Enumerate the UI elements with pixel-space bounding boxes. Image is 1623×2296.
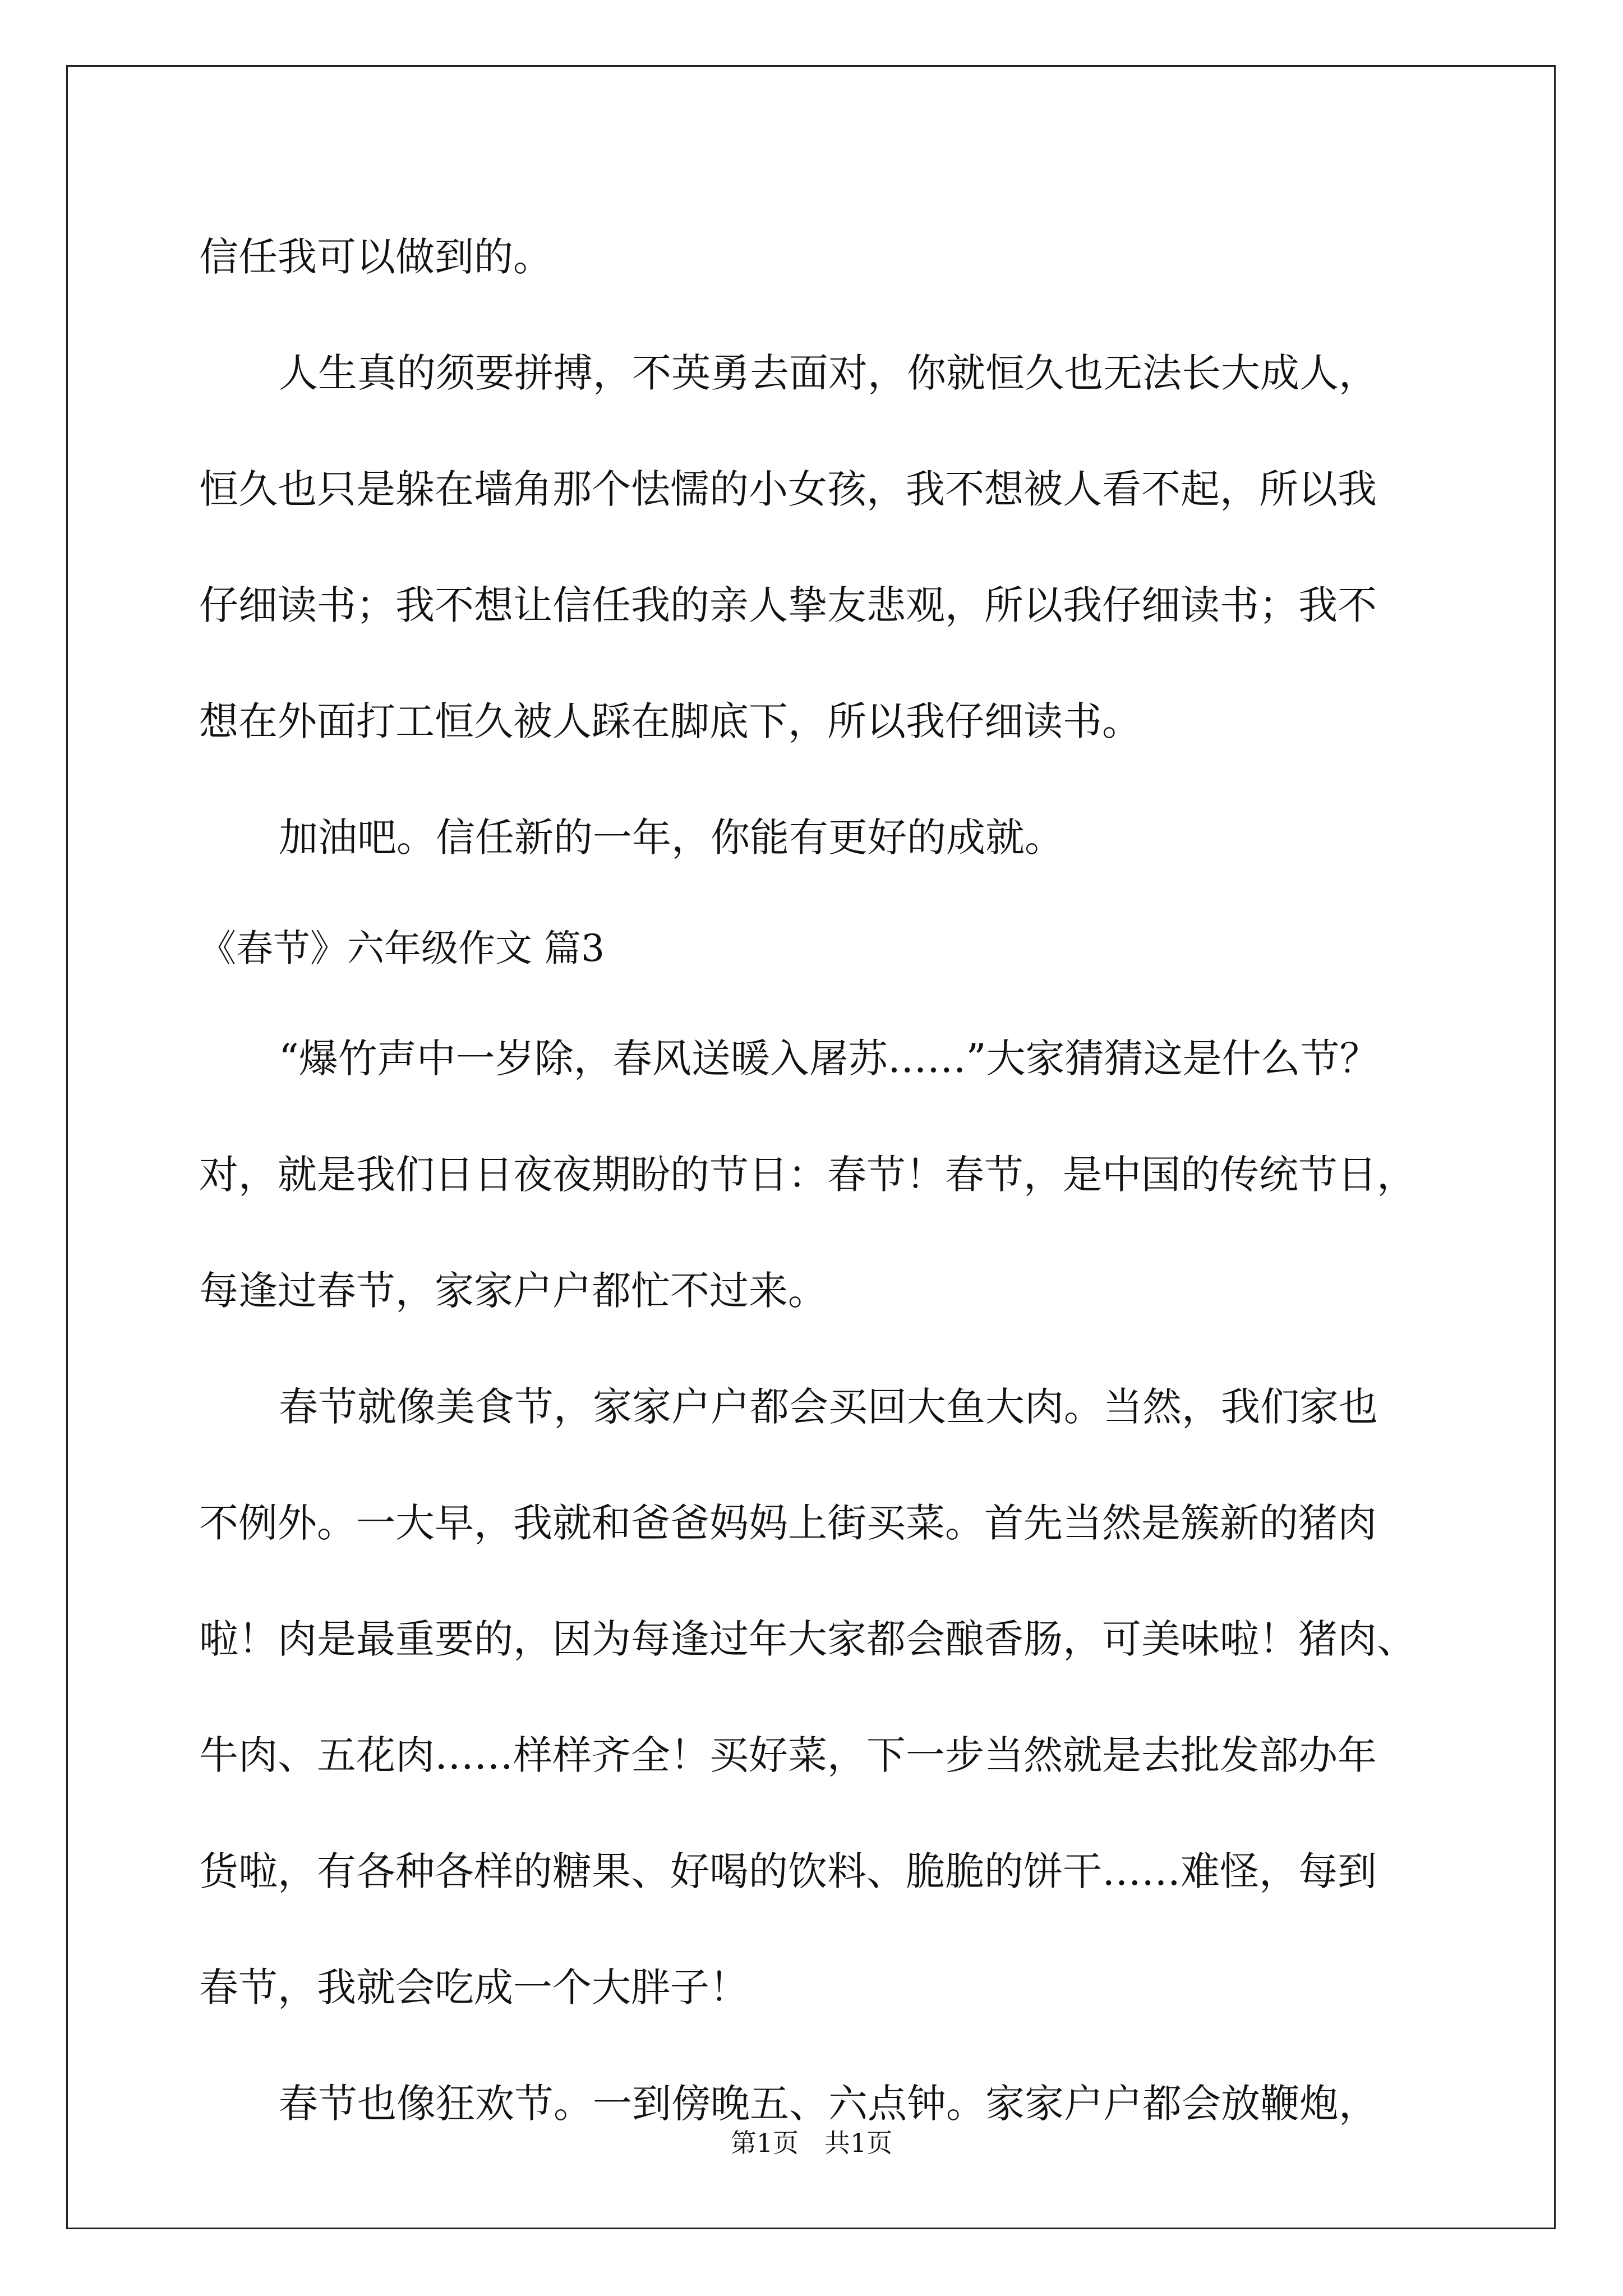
text-line: 不例外。一大早，我就和爸爸妈妈上街买菜。首先当然是簇新的猪肉 (199, 1500, 1377, 1546)
text-line: 牛肉、五花肉……样样齐全！买好菜，下一步当然就是去批发部办年 (199, 1732, 1377, 1778)
text-line: 春节也像狂欢节。一到傍晚五、六点钟。家家户户都会放鞭炮， (279, 2081, 1378, 2127)
text-line: 加油吧。信任新的一年，你能有更好的成就。 (279, 815, 1064, 861)
text-line: 春节就像美食节，家家户户都会买回大鱼大肉。当然，我们家也 (279, 1384, 1378, 1430)
text-line: “爆竹声中一岁除，春风送暖入屠苏……”大家猜猜这是什么节？ (279, 1036, 1379, 1082)
page-number-footer: 第1页 共1页 (730, 2128, 893, 2158)
document-body (199, 199, 1433, 2162)
text-line: 人生真的须要拼搏，不英勇去面对，你就恒久也无法长大成人， (279, 350, 1378, 396)
text-line: 仔细读书；我不想让信任我的亲人挚友悲观，所以我仔细读书；我不 (199, 582, 1377, 628)
text-line: 恒久也只是躲在墙角那个怯懦的小女孩，我不想被人看不起，所以我 (199, 466, 1377, 512)
text-line: 对，就是我们日日夜夜期盼的节日：春节！春节，是中国的传统节日， (199, 1152, 1416, 1198)
text-line: 货啦，有各种各样的糖果、好喝的饮料、脆脆的饼干……难怪，每到 (199, 1848, 1377, 1894)
text-line: 啦！肉是最重要的，因为每逢过年大家都会酿香肠，可美味啦！猪肉、 (199, 1616, 1416, 1662)
text-line: 每逢过春节，家家户户都忙不过来。 (199, 1268, 827, 1314)
text-line: 想在外面打工恒久被人踩在脚底下，所以我仔细读书。 (199, 698, 1141, 744)
text-line: 信任我可以做到的。 (199, 234, 552, 280)
text-line: 春节，我就会吃成一个大胖子！ (199, 1964, 749, 2010)
section-heading: 《春节》六年级作文 篇3 (199, 927, 605, 970)
